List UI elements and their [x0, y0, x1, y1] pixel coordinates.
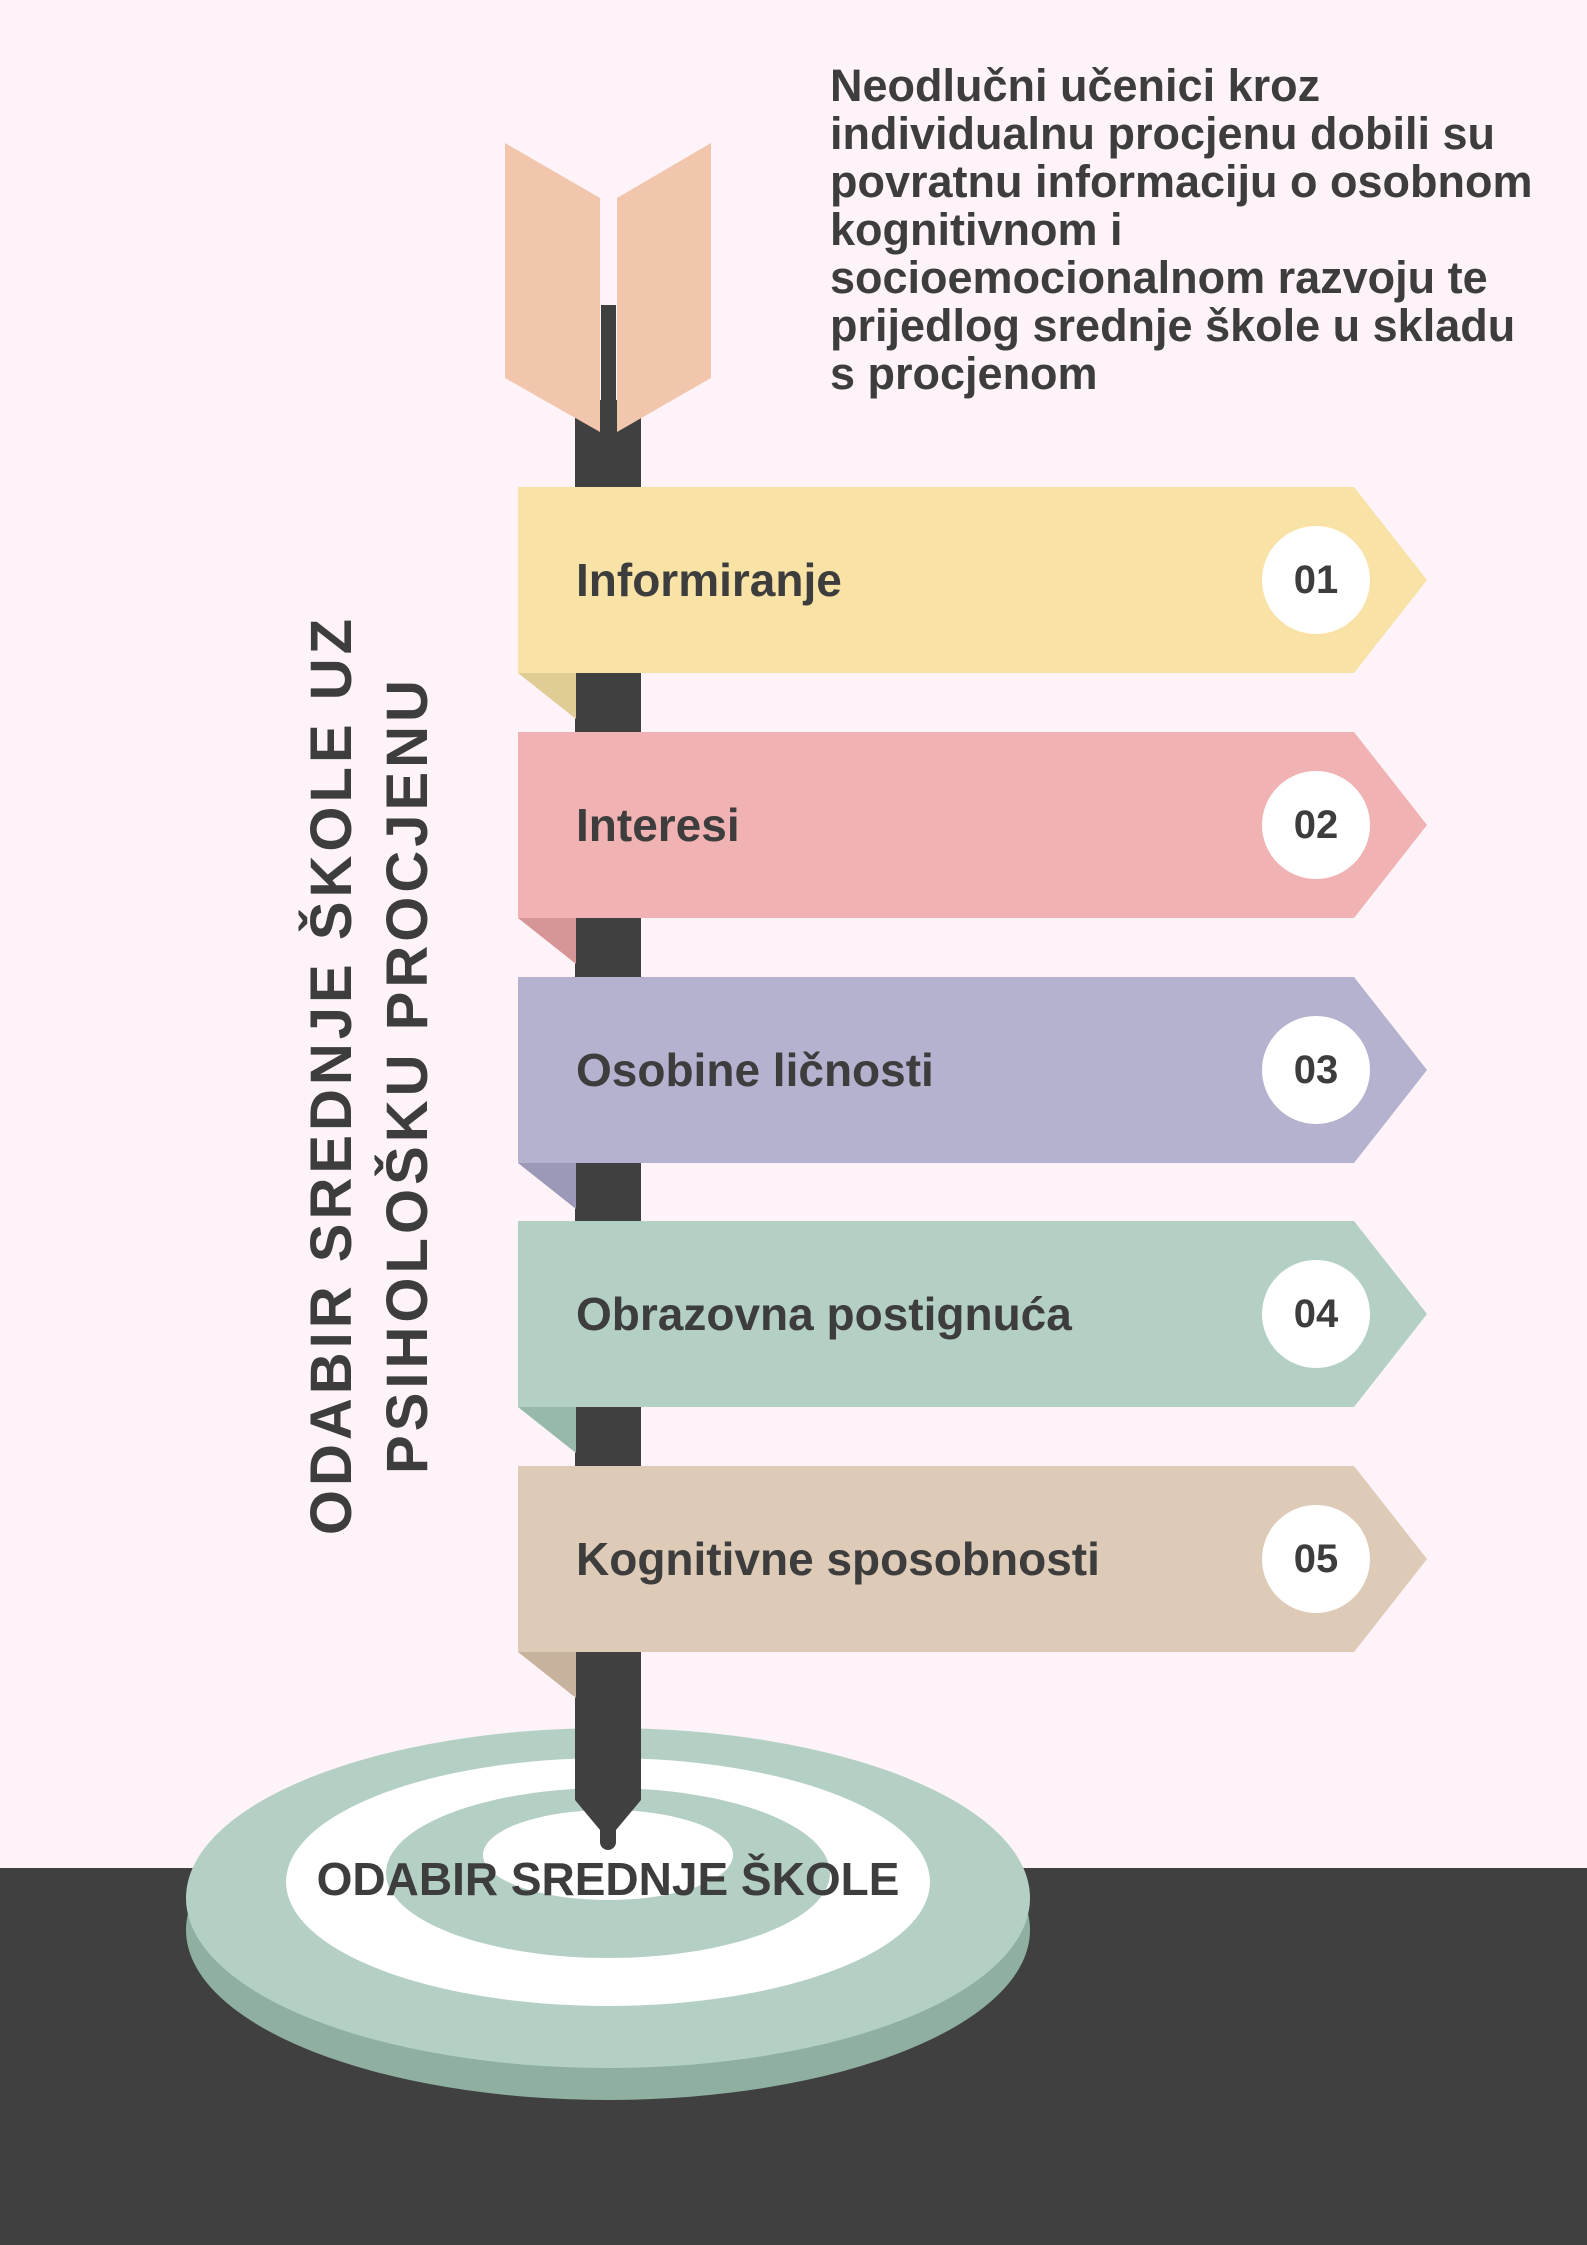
- step-label: Kognitivne sposobnosti: [576, 1533, 1100, 1585]
- panel-fold: [518, 918, 576, 964]
- step-number-badge: 05: [1262, 1505, 1370, 1613]
- step-item: [518, 487, 1428, 673]
- panel-fold: [518, 1652, 576, 1698]
- step-number-badge: 01: [1262, 526, 1370, 634]
- panel-fold: [518, 1163, 576, 1209]
- panel-fold: [518, 1407, 576, 1453]
- target-label: ODABIR SREDNJE ŠKOLE: [316, 1853, 900, 1905]
- step-label: Informiranje: [576, 554, 842, 606]
- step-number-badge: 02: [1262, 771, 1370, 879]
- step-number-badge: 04: [1262, 1260, 1370, 1368]
- step-label: Obrazovna postignuća: [576, 1288, 1072, 1340]
- step-label: Interesi: [576, 799, 740, 851]
- intro-text: Neodlučni učenici kroz individualnu procjenu dobili su povratnu informaciju o osobnom kognitivnom i socioemocionalnom razvoju te prijedlog srednje škole u skladu s procjenom: [830, 60, 1533, 399]
- step-item: [518, 1466, 1428, 1652]
- step-number-badge: 03: [1262, 1016, 1370, 1124]
- step-item: [518, 1221, 1428, 1407]
- side-title-line1: ODABIR SREDNJE ŠKOLE UZ: [299, 614, 364, 1536]
- fletching-icon: [505, 143, 711, 435]
- step-item: [518, 977, 1428, 1163]
- step-item: [518, 732, 1428, 918]
- panel-fold: [518, 673, 576, 719]
- side-title-line2: PSIHOLOŠKU PROCJENU: [375, 676, 440, 1474]
- step-label: Osobine ličnosti: [576, 1044, 934, 1096]
